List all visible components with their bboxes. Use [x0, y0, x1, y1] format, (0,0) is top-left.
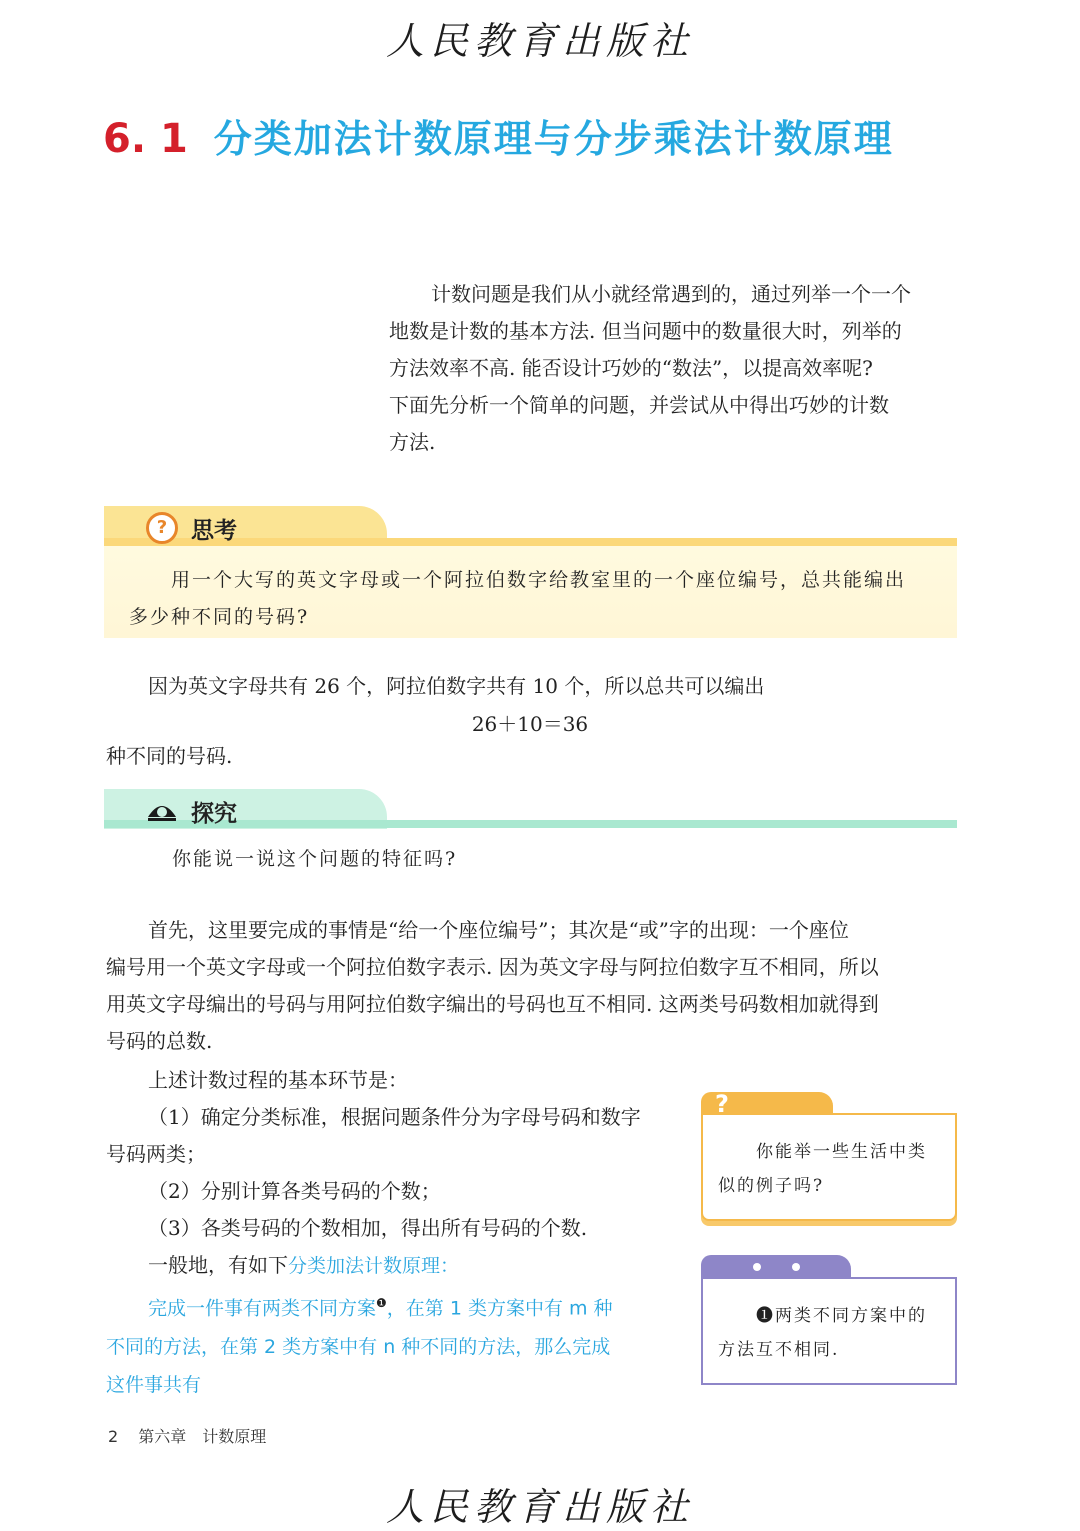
intro-paragraph [389, 276, 957, 461]
sidebar-question-line: 似的例子吗? [718, 1176, 825, 1196]
sidebar-note-tab [701, 1255, 851, 1279]
answer-line: 因为英文字母共有 26 个，阿拉伯数字共有 10 个，所以总共可以编出 [148, 674, 765, 698]
think-question [129, 562, 939, 636]
question-circle-icon: ? [146, 512, 178, 544]
principle-text: 这件事共有 [106, 1373, 202, 1396]
principle-lead-text: 一般地，有如下 [148, 1253, 288, 1277]
explore-icon [146, 795, 178, 823]
note-dot-icon [792, 1263, 800, 1271]
note-dot-icon [753, 1263, 761, 1271]
intro-line: 地数是计数的基本方法. 但当问题中的数量很大时，列举的 [389, 319, 902, 343]
publisher-logo-bottom: 人民教育出版社 [385, 1485, 694, 1529]
page-number: 2 [108, 1427, 119, 1446]
footnote-mark: ❶ [376, 1296, 387, 1310]
intro-line: 计数问题是我们从小就经常遇到的，通过列举一个一个 [431, 282, 911, 306]
principle-text: 不同的方法，在第 2 类方案中有 n 种不同的方法，那么完成 [106, 1335, 611, 1358]
explanation-paragraph [106, 912, 958, 1060]
steps-section [106, 1062, 676, 1404]
publisher-logo-top: 人民教育出版社 [385, 19, 694, 63]
page-footer [108, 1424, 266, 1447]
think-label: 思考 [191, 518, 237, 544]
sidebar-note-text [718, 1299, 938, 1367]
principle-text: ，在第 1 类方案中有 m 种 [386, 1297, 613, 1320]
principle-line [106, 1366, 676, 1404]
explanation-line: 号码的总数. [106, 1029, 213, 1053]
formula: 26＋10＝36 [471, 712, 589, 736]
explanation-line: 首先，这里要完成的事情是“给一个座位编号”；其次是“或”字的出现：一个座位 [148, 918, 849, 942]
principle-line [106, 1328, 676, 1366]
explanation-line: 编号用一个英文字母或一个阿拉伯数字表示. 因为英文字母与阿拉伯数字互不相同，所以 [106, 955, 879, 979]
think-line: 多少种不同的号码? [129, 606, 310, 628]
section-heading [103, 108, 894, 163]
section-number: 6. 1 [103, 116, 188, 162]
sidebar-note-line: ❶两类不同方案中的 [756, 1306, 927, 1326]
step-1: （1）确定分类标准，根据问题条件分为字母号码和数字 [148, 1105, 641, 1129]
sidebar-question-text [718, 1135, 938, 1203]
step-1-cont: 号码两类； [106, 1142, 206, 1166]
step-3: （3）各类号码的个数相加，得出所有号码的个数. [148, 1216, 588, 1240]
explanation-line: 用英文字母编出的号码与用阿拉伯数字编出的号码也互不相同. 这两类号码数相加就得到 [106, 992, 879, 1016]
sidebar-note-line: 方法互不相同. [718, 1340, 840, 1360]
explore-question: 你能说一说这个问题的特征吗? [172, 848, 458, 870]
section-title: 分类加法计数原理与分步乘法计数原理 [213, 117, 894, 161]
intro-line: 方法. [389, 430, 436, 454]
sidebar-question-line: 你能举一些生活中类 [756, 1142, 927, 1162]
steps-lead: 上述计数过程的基本环节是： [148, 1068, 408, 1092]
chapter-name: 第六章 计数原理 [138, 1427, 267, 1446]
intro-line: 方法效率不高. 能否设计巧妙的“数法”，以提高效率呢? [389, 356, 873, 380]
think-line: 用一个大写的英文字母或一个阿拉伯数字给教室里的一个座位编号，总共能编出 [171, 569, 907, 591]
principle-text: 完成一件事有两类不同方案 [148, 1297, 377, 1320]
question-mark-icon: ? [715, 1090, 729, 1118]
explore-label: 探究 [191, 801, 237, 827]
step-2: （2）分别计算各类号码的个数； [148, 1179, 441, 1203]
answer-line: 种不同的号码. [106, 744, 233, 768]
intro-line: 下面先分析一个简单的问题，并尝试从中得出巧妙的计数 [389, 393, 889, 417]
principle-line [106, 1285, 676, 1328]
principle-term: 分类加法计数原理： [288, 1255, 460, 1277]
principle-lead [106, 1247, 676, 1285]
